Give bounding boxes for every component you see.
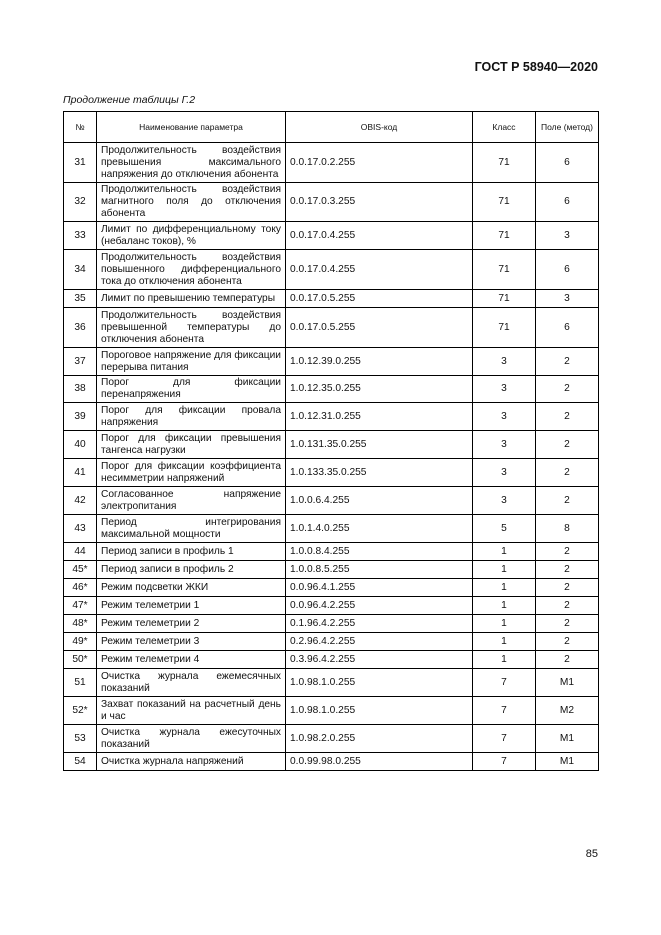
parameter-name-cell: Лимит по превышению температуры	[97, 290, 286, 308]
obis-code-cell: 0.0.17.0.5.255	[286, 290, 473, 308]
row-number-cell: 49*	[64, 633, 97, 651]
parameter-name-cell: Порог для фиксации коэффициента несимметрии напряжений	[97, 459, 286, 487]
row-number-cell: 31	[64, 143, 97, 183]
field-method-cell: 3	[536, 222, 599, 250]
field-method-cell: 2	[536, 651, 599, 669]
obis-code-cell: 1.0.0.8.5.255	[286, 561, 473, 579]
obis-code-cell: 1.0.133.35.0.255	[286, 459, 473, 487]
table-caption: Продолжение таблицы Г.2	[63, 94, 196, 106]
table-row	[64, 431, 599, 459]
field-method-cell: 2	[536, 403, 599, 431]
field-method-cell: M2	[536, 697, 599, 725]
table-row	[64, 753, 599, 771]
column-header-field-method: Поле (метод)	[536, 112, 599, 143]
parameter-name-cell: Пороговое напряжение для фиксации перерыва питания	[97, 348, 286, 376]
obis-code-cell: 1.0.98.1.0.255	[286, 697, 473, 725]
class-cell: 71	[473, 308, 536, 348]
class-cell: 3	[473, 403, 536, 431]
obis-code-cell: 1.0.1.4.0.255	[286, 515, 473, 543]
obis-code-cell: 0.0.99.98.0.255	[286, 753, 473, 771]
parameter-name-cell: Очистка журнала ежемесячных показаний	[97, 669, 286, 697]
obis-code-cell: 0.2.96.4.2.255	[286, 633, 473, 651]
table-row	[64, 725, 599, 753]
field-method-cell: 6	[536, 183, 599, 222]
parameter-name-cell: Режим телеметрии 4	[97, 651, 286, 669]
row-number-cell: 45*	[64, 561, 97, 579]
table-row	[64, 633, 599, 651]
class-cell: 1	[473, 651, 536, 669]
table-row	[64, 597, 599, 615]
obis-code-cell: 1.0.98.1.0.255	[286, 669, 473, 697]
table-row	[64, 403, 599, 431]
table-row	[64, 348, 599, 376]
row-number-cell: 51	[64, 669, 97, 697]
table-row	[64, 143, 599, 183]
row-number-cell: 41	[64, 459, 97, 487]
parameter-name-cell: Период интегрирования максимальной мощности	[97, 515, 286, 543]
table-row	[64, 222, 599, 250]
obis-code-cell: 0.1.96.4.2.255	[286, 615, 473, 633]
row-number-cell: 33	[64, 222, 97, 250]
parameter-name-cell: Продолжительность воздействия превышения максимального напряжения до отключения абонента	[97, 143, 286, 183]
document-code: ГОСТ Р 58940—2020	[474, 60, 598, 74]
row-number-cell: 47*	[64, 597, 97, 615]
row-number-cell: 34	[64, 250, 97, 290]
field-method-cell: 2	[536, 633, 599, 651]
class-cell: 1	[473, 633, 536, 651]
obis-code-cell: 1.0.0.8.4.255	[286, 543, 473, 561]
row-number-cell: 52*	[64, 697, 97, 725]
class-cell: 1	[473, 561, 536, 579]
field-method-cell: 2	[536, 597, 599, 615]
class-cell: 1	[473, 543, 536, 561]
table-header-row	[64, 112, 599, 143]
field-method-cell: 2	[536, 579, 599, 597]
column-header-obis-code: OBIS-код	[286, 112, 473, 143]
field-method-cell: M1	[536, 669, 599, 697]
class-cell: 71	[473, 222, 536, 250]
field-method-cell: M1	[536, 753, 599, 771]
parameter-name-cell: Продолжительность воздействия повышенного дифференциального тока до отключения абонента	[97, 250, 286, 290]
class-cell: 71	[473, 250, 536, 290]
parameter-name-cell: Режим телеметрии 2	[97, 615, 286, 633]
row-number-cell: 35	[64, 290, 97, 308]
table-row	[64, 561, 599, 579]
table-row	[64, 515, 599, 543]
parameter-name-cell: Порог для фиксации превышения тангенса нагрузки	[97, 431, 286, 459]
class-cell: 1	[473, 597, 536, 615]
field-method-cell: 2	[536, 431, 599, 459]
class-cell: 1	[473, 615, 536, 633]
obis-code-cell: 0.0.17.0.4.255	[286, 250, 473, 290]
field-method-cell: 8	[536, 515, 599, 543]
row-number-cell: 36	[64, 308, 97, 348]
row-number-cell: 54	[64, 753, 97, 771]
parameter-name-cell: Продолжительность воздействия превышенной температуры до отключения абонента	[97, 308, 286, 348]
class-cell: 71	[473, 183, 536, 222]
obis-code-cell: 1.0.12.31.0.255	[286, 403, 473, 431]
parameter-name-cell: Период записи в профиль 2	[97, 561, 286, 579]
obis-code-cell: 0.0.17.0.4.255	[286, 222, 473, 250]
table-row	[64, 615, 599, 633]
parameter-name-cell: Период записи в профиль 1	[97, 543, 286, 561]
field-method-cell: 2	[536, 561, 599, 579]
class-cell: 3	[473, 376, 536, 403]
row-number-cell: 37	[64, 348, 97, 376]
class-cell: 7	[473, 725, 536, 753]
class-cell: 7	[473, 697, 536, 725]
table-row	[64, 697, 599, 725]
column-header-parameter-name: Наименование параметра	[97, 112, 286, 143]
parameter-name-cell: Режим телеметрии 3	[97, 633, 286, 651]
row-number-cell: 46*	[64, 579, 97, 597]
table-row	[64, 376, 599, 403]
class-cell: 71	[473, 143, 536, 183]
table-row	[64, 290, 599, 308]
table-row	[64, 250, 599, 290]
parameter-name-cell: Согласованное напряжение электропитания	[97, 487, 286, 515]
table-row	[64, 487, 599, 515]
obis-code-cell: 1.0.0.6.4.255	[286, 487, 473, 515]
field-method-cell: M1	[536, 725, 599, 753]
row-number-cell: 40	[64, 431, 97, 459]
table-body	[64, 143, 599, 771]
obis-code-cell: 0.0.96.4.1.255	[286, 579, 473, 597]
field-method-cell: 2	[536, 543, 599, 561]
table-row	[64, 543, 599, 561]
field-method-cell: 2	[536, 615, 599, 633]
obis-code-cell: 0.0.17.0.3.255	[286, 183, 473, 222]
obis-code-cell: 0.3.96.4.2.255	[286, 651, 473, 669]
row-number-cell: 53	[64, 725, 97, 753]
row-number-cell: 48*	[64, 615, 97, 633]
parameter-name-cell: Режим подсветки ЖКИ	[97, 579, 286, 597]
field-method-cell: 2	[536, 376, 599, 403]
parameters-table	[63, 111, 599, 771]
class-cell: 71	[473, 290, 536, 308]
class-cell: 7	[473, 669, 536, 697]
class-cell: 3	[473, 431, 536, 459]
table-row	[64, 183, 599, 222]
field-method-cell: 2	[536, 459, 599, 487]
class-cell: 3	[473, 487, 536, 515]
table-row	[64, 579, 599, 597]
row-number-cell: 42	[64, 487, 97, 515]
row-number-cell: 43	[64, 515, 97, 543]
table-row	[64, 651, 599, 669]
obis-code-cell: 1.0.131.35.0.255	[286, 431, 473, 459]
class-cell: 3	[473, 348, 536, 376]
table-row	[64, 459, 599, 487]
table-row	[64, 669, 599, 697]
row-number-cell: 39	[64, 403, 97, 431]
class-cell: 1	[473, 579, 536, 597]
obis-code-cell: 0.0.17.0.2.255	[286, 143, 473, 183]
field-method-cell: 2	[536, 487, 599, 515]
row-number-cell: 50*	[64, 651, 97, 669]
class-cell: 5	[473, 515, 536, 543]
column-header-class: Класс	[473, 112, 536, 143]
row-number-cell: 38	[64, 376, 97, 403]
parameter-name-cell: Режим телеметрии 1	[97, 597, 286, 615]
parameter-name-cell: Порог для фиксации перенапряжения	[97, 376, 286, 403]
page-number: 85	[585, 848, 598, 860]
field-method-cell: 6	[536, 308, 599, 348]
class-cell: 7	[473, 753, 536, 771]
parameter-name-cell: Лимит по дифференциальному току (небаланс токов), %	[97, 222, 286, 250]
obis-code-cell: 0.0.96.4.2.255	[286, 597, 473, 615]
parameter-name-cell: Очистка журнала ежесуточных показаний	[97, 725, 286, 753]
row-number-cell: 32	[64, 183, 97, 222]
field-method-cell: 6	[536, 250, 599, 290]
table-row	[64, 308, 599, 348]
column-header-number: №	[64, 112, 97, 143]
parameter-name-cell: Захват показаний на расчетный день и час	[97, 697, 286, 725]
parameter-name-cell: Порог для фиксации провала напряжения	[97, 403, 286, 431]
field-method-cell: 2	[536, 348, 599, 376]
obis-code-cell: 1.0.12.39.0.255	[286, 348, 473, 376]
row-number-cell: 44	[64, 543, 97, 561]
obis-code-cell: 1.0.98.2.0.255	[286, 725, 473, 753]
field-method-cell: 6	[536, 143, 599, 183]
parameter-name-cell: Очистка журнала напряжений	[97, 753, 286, 771]
field-method-cell: 3	[536, 290, 599, 308]
obis-code-cell: 1.0.12.35.0.255	[286, 376, 473, 403]
obis-code-cell: 0.0.17.0.5.255	[286, 308, 473, 348]
class-cell: 3	[473, 459, 536, 487]
parameter-name-cell: Продолжительность воздействия магнитного поля до отключения абонента	[97, 183, 286, 222]
